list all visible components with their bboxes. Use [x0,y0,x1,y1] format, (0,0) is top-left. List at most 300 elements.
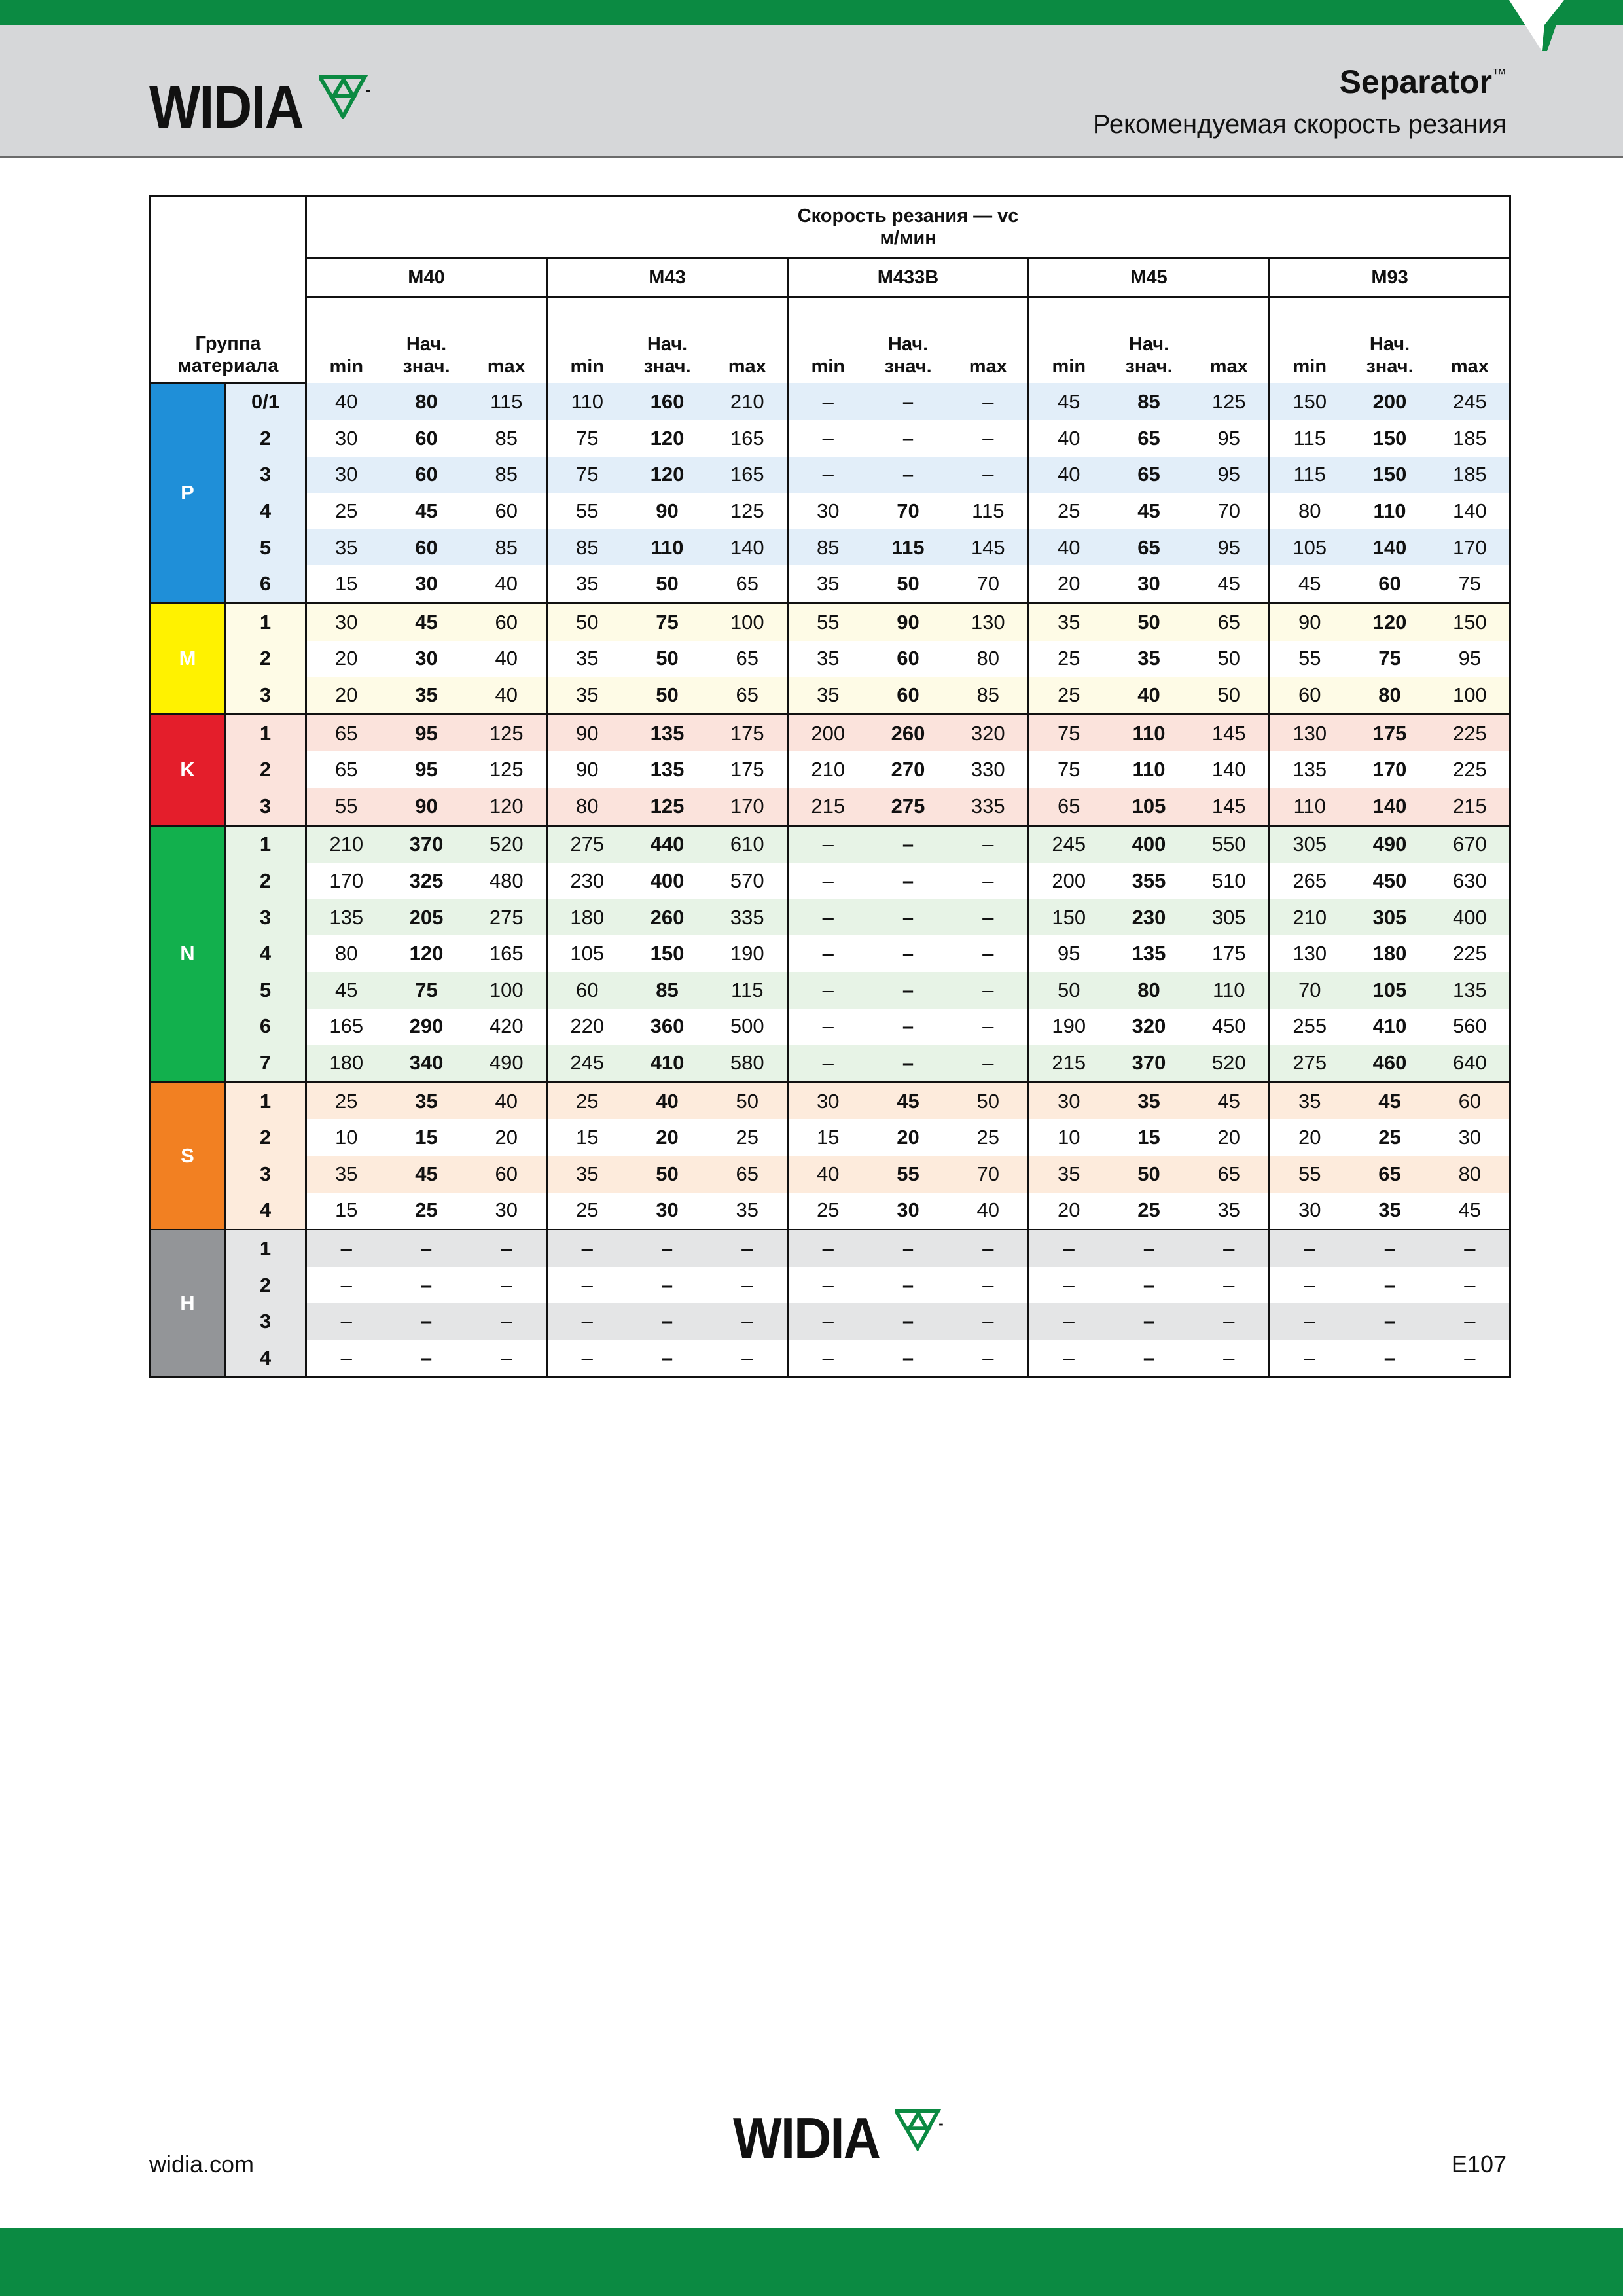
table-row [151,1045,1510,1082]
start-value-line1: Нач. [406,334,447,355]
speed-table-body [151,383,1510,1377]
start-value: 60 [386,457,467,493]
max-value: – [949,1267,1029,1304]
max-value: 140 [1431,493,1510,529]
max-value: 420 [467,1009,547,1045]
start-value: 15 [1109,1119,1190,1156]
max-value: 95 [1190,529,1270,566]
start-value: 80 [1349,677,1431,714]
min-value: 110 [547,383,627,420]
start-value: 325 [386,863,467,899]
min-value: 90 [1270,603,1349,641]
start-value: 460 [1349,1045,1431,1082]
max-value: 95 [1190,420,1270,457]
min-value: – [788,825,868,863]
title-line2: м/мин [880,228,936,249]
min-value: 85 [788,529,868,566]
min-value: – [306,1303,386,1340]
max-value: 610 [708,825,788,863]
start-value-line1: Нач. [647,334,688,355]
material-group-s: S [151,1082,225,1229]
min-value: 180 [306,1045,386,1082]
max-value: – [467,1303,547,1340]
start-value: 120 [1349,603,1431,641]
product-title [1340,63,1507,101]
max-value: 305 [1190,899,1270,936]
start-value: 410 [627,1045,708,1082]
min-value: – [788,899,868,936]
start-value: 75 [386,972,467,1009]
max-value: 25 [708,1119,788,1156]
start-value: – [1349,1267,1431,1304]
min-value: 220 [547,1009,627,1045]
max-value: 175 [708,751,788,788]
start-value: 340 [386,1045,467,1082]
alloy-header: M45 [1029,259,1270,297]
start-value: 370 [1109,1045,1190,1082]
max-value: 110 [1190,972,1270,1009]
max-value: 25 [949,1119,1029,1156]
min-value: – [306,1230,386,1267]
max-value: 85 [467,529,547,566]
start-value: – [868,1340,949,1377]
max-value: 50 [1190,677,1270,714]
max-value: 75 [1431,565,1510,603]
min-value: 115 [1270,420,1349,457]
start-value: – [386,1303,467,1340]
max-subheader: max [708,297,788,384]
start-value: 45 [868,1082,949,1119]
start-value: – [627,1267,708,1304]
max-value: 60 [1431,1082,1510,1119]
max-value: 50 [949,1082,1029,1119]
min-subheader: min [1052,356,1086,377]
start-value: 30 [627,1193,708,1230]
subgroup-number: 2 [225,641,306,677]
max-value: 45 [1431,1193,1510,1230]
table-row [151,1082,1510,1119]
max-value: – [1431,1230,1510,1267]
min-value: 25 [306,1082,386,1119]
min-value: 150 [1029,899,1109,936]
start-value: 400 [1109,825,1190,863]
min-value: – [788,863,868,899]
start-value-subheader [1349,297,1431,384]
start-value: – [868,899,949,936]
min-value: 75 [547,457,627,493]
start-value: 20 [627,1119,708,1156]
max-value: 185 [1431,420,1510,457]
min-value: 50 [1029,972,1109,1009]
min-subheader: min [1293,356,1327,377]
max-value: 115 [467,383,547,420]
table-row [151,493,1510,529]
min-value: 40 [1029,529,1109,566]
max-value: – [1431,1303,1510,1340]
max-value: – [949,863,1029,899]
max-value: 20 [1190,1119,1270,1156]
material-group-n: N [151,825,225,1082]
subgroup-number: 2 [225,420,306,457]
max-value: – [467,1267,547,1304]
min-value: 60 [1270,677,1349,714]
max-value: 125 [1190,383,1270,420]
start-value: 50 [627,565,708,603]
max-value: 560 [1431,1009,1510,1045]
subgroup-number: 2 [225,863,306,899]
max-value: 330 [949,751,1029,788]
min-value: 55 [306,788,386,825]
max-value: 145 [1190,788,1270,825]
table-row [151,457,1510,493]
start-value: 120 [627,457,708,493]
sub-header-row [151,297,1510,384]
min-value: 215 [788,788,868,825]
start-value: 160 [627,383,708,420]
max-value: 85 [467,457,547,493]
start-value: 110 [1349,493,1431,529]
max-value: 85 [949,677,1029,714]
min-value: 35 [1029,1156,1109,1193]
title-line1: Скорость резания — vc [797,206,1019,226]
start-value: – [868,457,949,493]
table-row [151,899,1510,936]
group-label-line2: материала [177,355,279,376]
min-value: 55 [1270,641,1349,677]
max-value: – [949,1340,1029,1377]
start-value: – [627,1230,708,1267]
min-value: – [547,1303,627,1340]
min-value: 110 [1270,788,1349,825]
max-value: 490 [467,1045,547,1082]
min-value: – [1029,1230,1109,1267]
min-value: – [1270,1303,1349,1340]
start-value: 125 [627,788,708,825]
min-value: 50 [547,603,627,641]
max-value: 100 [1431,677,1510,714]
start-value: 65 [1109,457,1190,493]
start-value-line2: знач. [884,356,932,377]
max-value: 480 [467,863,547,899]
start-value: 45 [386,1156,467,1193]
min-value: 30 [306,603,386,641]
min-value: – [1270,1340,1349,1377]
max-value: 85 [467,420,547,457]
max-value: 190 [708,935,788,972]
max-value: 40 [467,677,547,714]
table-row [151,420,1510,457]
start-value: 440 [627,825,708,863]
start-value: – [868,1303,949,1340]
start-value: 400 [627,863,708,899]
start-value: 180 [1349,935,1431,972]
start-value: 105 [1349,972,1431,1009]
min-value: 40 [788,1156,868,1193]
max-value: 80 [949,641,1029,677]
min-value: 130 [1270,935,1349,972]
min-value: 25 [1029,677,1109,714]
max-subheader: max [1431,297,1510,384]
max-value: 225 [1431,935,1510,972]
start-value: 290 [386,1009,467,1045]
min-value: 30 [306,457,386,493]
start-value: 65 [1109,420,1190,457]
footer-logo [733,2106,944,2170]
min-value: 45 [306,972,386,1009]
start-value: 305 [1349,899,1431,936]
max-value: 145 [949,529,1029,566]
max-value: 335 [949,788,1029,825]
min-value: 265 [1270,863,1349,899]
max-value: 335 [708,899,788,936]
material-group-k: K [151,714,225,825]
page-header [0,25,1623,158]
max-value: – [949,1230,1029,1267]
min-value: 20 [1029,1193,1109,1230]
max-value: – [949,899,1029,936]
min-value: 180 [547,899,627,936]
max-value: 95 [1190,457,1270,493]
min-value: – [788,457,868,493]
start-value: 490 [1349,825,1431,863]
start-value: 40 [1109,677,1190,714]
min-value: 40 [1029,457,1109,493]
min-value: 200 [788,714,868,751]
min-value: 20 [306,641,386,677]
material-group-m: M [151,603,225,715]
max-value: – [708,1303,788,1340]
min-value: 35 [1270,1082,1349,1119]
min-value: 35 [547,641,627,677]
start-value: 65 [1349,1156,1431,1193]
min-value: – [547,1340,627,1377]
start-value: 60 [386,529,467,566]
min-value: 40 [306,383,386,420]
table-row [151,788,1510,825]
material-group-p: P [151,383,225,603]
min-value: 80 [1270,493,1349,529]
start-value-subheader [627,297,708,384]
min-value: 150 [1270,383,1349,420]
min-value: 35 [788,565,868,603]
min-value: 20 [306,677,386,714]
start-value: 70 [868,493,949,529]
start-value: 175 [1349,714,1431,751]
min-value: 15 [306,565,386,603]
min-value: 35 [788,641,868,677]
start-value: 50 [627,677,708,714]
start-value-line1: Нач. [1369,334,1410,355]
max-value: 60 [467,493,547,529]
subgroup-number: 1 [225,825,306,863]
start-value: 60 [1349,565,1431,603]
start-value: 65 [1109,529,1190,566]
start-value: 50 [1109,1156,1190,1193]
max-value: 165 [708,457,788,493]
min-value: – [1270,1230,1349,1267]
max-value: 30 [467,1193,547,1230]
start-value: 120 [627,420,708,457]
max-value: 70 [949,565,1029,603]
max-value: 500 [708,1009,788,1045]
min-value: 35 [547,1156,627,1193]
max-value: – [949,420,1029,457]
min-value: – [788,1303,868,1340]
table-row [151,529,1510,566]
min-value: 190 [1029,1009,1109,1045]
max-value: 115 [708,972,788,1009]
start-value-line2: знач. [402,356,450,377]
start-value: 45 [1109,493,1190,529]
min-value: 35 [788,677,868,714]
max-value: 510 [1190,863,1270,899]
min-value: 25 [1029,493,1109,529]
min-value: – [788,1045,868,1082]
subgroup-number: 1 [225,1230,306,1267]
start-value: 80 [1109,972,1190,1009]
start-value: 450 [1349,863,1431,899]
max-value: 170 [1431,529,1510,566]
start-value: – [1349,1340,1431,1377]
start-value: 60 [868,641,949,677]
max-value: – [1431,1340,1510,1377]
start-value: 85 [1109,383,1190,420]
min-value: 210 [1270,899,1349,936]
max-value: 165 [467,935,547,972]
start-value: 60 [868,677,949,714]
start-value: 80 [386,383,467,420]
website-url[interactable]: widia.com [149,2151,255,2178]
min-value: – [788,1267,868,1304]
min-value: – [306,1267,386,1304]
table-row [151,603,1510,641]
start-value: 75 [1349,641,1431,677]
start-value: – [868,383,949,420]
subgroup-number: 5 [225,529,306,566]
min-value: 105 [547,935,627,972]
subgroup-number: 4 [225,1193,306,1230]
subgroup-number: 6 [225,565,306,603]
min-value: – [1029,1340,1109,1377]
max-value: 210 [708,383,788,420]
min-value: 20 [1029,565,1109,603]
max-value: 80 [1431,1156,1510,1193]
start-value: 40 [627,1082,708,1119]
start-value: 85 [627,972,708,1009]
start-value: 270 [868,751,949,788]
start-value: 355 [1109,863,1190,899]
min-value: 30 [306,420,386,457]
start-value: 25 [386,1193,467,1230]
max-value: 65 [1190,603,1270,641]
min-value: 115 [1270,457,1349,493]
start-value: – [868,825,949,863]
min-subheader: min [570,356,605,377]
max-value: 50 [708,1082,788,1119]
max-value: 60 [467,603,547,641]
start-value: – [868,1267,949,1304]
min-value: 210 [306,825,386,863]
start-value: 110 [1109,714,1190,751]
max-value: – [1190,1230,1270,1267]
min-value: 65 [306,714,386,751]
start-value: 110 [627,529,708,566]
max-value: 40 [467,1082,547,1119]
subgroup-number: 4 [225,1340,306,1377]
start-value: 275 [868,788,949,825]
max-value: 185 [1431,457,1510,493]
min-value: 275 [1270,1045,1349,1082]
start-value: 140 [1349,788,1431,825]
start-value: 50 [627,641,708,677]
start-value-subheader [1109,297,1190,384]
max-value: 245 [1431,383,1510,420]
max-value: 65 [708,677,788,714]
min-value: 200 [1029,863,1109,899]
max-value: 40 [467,565,547,603]
start-value: 30 [1109,565,1190,603]
start-value: 45 [1349,1082,1431,1119]
start-value: 410 [1349,1009,1431,1045]
max-value: – [1431,1267,1510,1304]
max-value: 35 [708,1193,788,1230]
max-value: 30 [1431,1119,1510,1156]
start-value: 35 [386,1082,467,1119]
table-row [151,751,1510,788]
max-value: 40 [467,641,547,677]
min-value: 10 [306,1119,386,1156]
start-value-line1: Нач. [1128,334,1169,355]
start-value: – [868,420,949,457]
min-value: 80 [306,935,386,972]
start-value: 95 [386,714,467,751]
max-value: 130 [949,603,1029,641]
subgroup-number: 1 [225,714,306,751]
subgroup-number: 2 [225,1119,306,1156]
subgroup-number: 4 [225,493,306,529]
start-value: 25 [1109,1193,1190,1230]
table-row [151,1193,1510,1230]
max-value: 550 [1190,825,1270,863]
max-value: 630 [1431,863,1510,899]
start-value: 320 [1109,1009,1190,1045]
table-row [151,863,1510,899]
start-value: 370 [386,825,467,863]
subgroup-number: 0/1 [225,383,306,420]
table-row [151,565,1510,603]
widia-triangle-icon [895,2109,944,2151]
start-value: 45 [386,493,467,529]
max-value: 215 [1431,788,1510,825]
alloy-header: M43 [547,259,788,297]
max-value: 175 [708,714,788,751]
start-value-subheader [386,297,467,384]
start-value-line2: знач. [1125,356,1173,377]
min-value: 170 [306,863,386,899]
start-value: 140 [1349,529,1431,566]
min-value: 75 [1029,714,1109,751]
min-value: 45 [1029,383,1109,420]
max-value: – [708,1340,788,1377]
min-value: 10 [1029,1119,1109,1156]
min-value: – [1270,1267,1349,1304]
table-row [151,383,1510,420]
max-value: – [467,1230,547,1267]
min-value: 70 [1270,972,1349,1009]
min-value: 105 [1270,529,1349,566]
min-value: 25 [547,1082,627,1119]
subgroup-number: 4 [225,935,306,972]
